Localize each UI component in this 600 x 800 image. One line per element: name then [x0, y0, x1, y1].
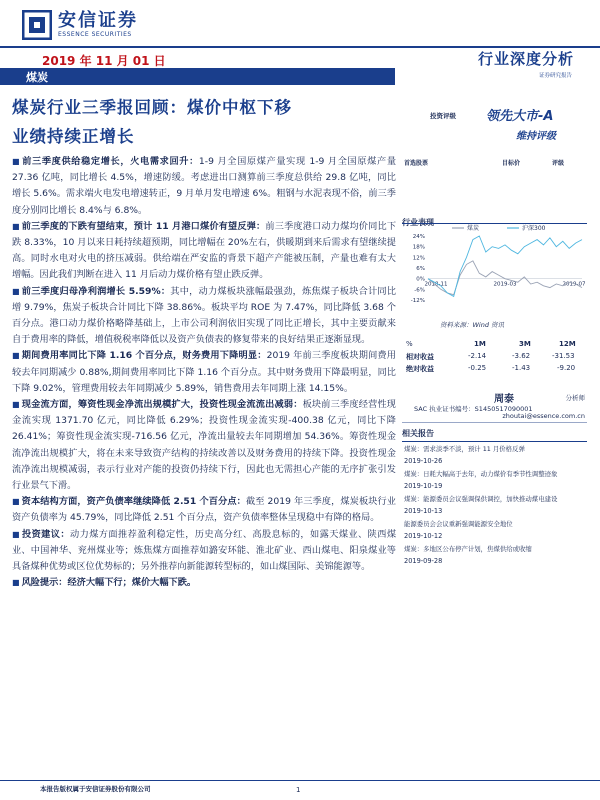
paragraph-text: 1-9 月全国原煤产量实现 1-9 月全国原煤产量 27.36 亿吨，同比增长 4.5%，增速防缓。考虑进出口测算前三季度总供给 29.8 亿吨，同比增长 5.6%。需求端火电发电增速转正，9 月单月发电增速 6%。粗钢与水泥表现不俗，前三季度分别同比增长 8.4%与 6.8%。	[12, 156, 397, 216]
related-report-item[interactable]	[402, 493, 587, 517]
analyst-cert: SAC 执业证书编号：S1450517090001	[414, 405, 533, 413]
related-report-title: 煤炭：能源委员会议强调保供调控，加快推动煤电建设	[404, 495, 558, 503]
paragraph-text: 前三季度港口动力煤均价同比下跌 8.33%，10 月以来日耗持续超预期，同比增幅在 20%左右，供暖期到来后需求有望继续提高。同时水电对火电的挤压减弱。供给端在严安监的背景下超产产能被压制，产量也难有太大增幅。因此我们判断在进入 11 月后动力煤价格有望止跌反弹。	[12, 220, 397, 281]
series-line-coal	[428, 261, 582, 295]
related-reports	[402, 428, 587, 567]
body-paragraph	[12, 494, 396, 526]
stock-col-rating: 评级	[552, 160, 565, 167]
perf-cell: -3.62	[512, 352, 531, 360]
rating-hold: 维持评级	[516, 131, 556, 142]
x-tick-label: 2019-03	[493, 281, 517, 288]
y-tick-label: -12%	[410, 298, 425, 304]
perf-cell: -9.20	[557, 364, 576, 372]
paragraph-heading: 前三季度的下跌有望结束，预计 11 月港口煤价有望反弹：	[21, 220, 266, 232]
body-paragraph	[12, 575, 396, 591]
paragraph-heading: 现金流方面，筹资性现金净流出规模扩大，投资性现金流流出减弱：	[21, 399, 303, 411]
related-report-title: 煤炭：需求淡季不淡，预计 11 月价格反弹	[404, 445, 525, 453]
industry-label: 煤炭	[26, 71, 48, 84]
related-report-title: 煤炭：多地区公布停产计划，焦煤供给或收缩	[404, 545, 532, 553]
analyst-name: 周泰	[494, 394, 514, 405]
bullet-icon: ■	[12, 286, 20, 296]
perf-header-cell: %	[406, 340, 413, 348]
perf-table-row	[402, 364, 587, 376]
paragraph-text: 板块前三季度经营性现金流实现 1371.70 亿元，同比降低 6.29%；投资性现金流实现-400.38 亿元，同比下降 26.41%；筹资性现金流实现-716.56 亿元，净流出量较去年同期增加 54.36%。筹资性现金流净流出规模扩大，将在未来导致资产结构的持续改善以及财务费用的持续下降。投资性现金流净流出规模减弱，表示行业对产能的投资仍持续下行，因此也无需担心产能的无序扩张引发行业景气下滑。	[12, 399, 396, 492]
perf-cell: -2.14	[468, 352, 487, 360]
body-paragraph	[12, 527, 396, 576]
body-paragraph	[12, 284, 396, 349]
bullet-icon: ■	[12, 157, 21, 166]
perf-row-label: 相对收益	[406, 353, 434, 361]
report-subtype: 证券研究报告	[538, 73, 572, 79]
paragraph-text: 动力煤方面推荐盈利稳定性，历史高分红、高股息标的，如露天煤业、陕西煤业、中国神华、兖州煤业等；炼焦煤方面推荐如潞安环能、淮北矿业、西山煤电、阳泉煤业等具备煤种优势或区位优势标的；另外推荐向新能源转型标的，如山煤国际、美锦能源等。	[12, 528, 397, 573]
y-tick-label: 0%	[416, 276, 425, 283]
related-report-date: 2019-10-13	[404, 507, 443, 515]
report-body	[12, 154, 396, 591]
perf-header-cell: 12M	[559, 340, 576, 348]
body-paragraph	[12, 154, 396, 219]
paragraph-heading: 期间费用率同比下降 1.16 个百分点，财务费用下降明显：	[21, 350, 267, 362]
analyst-email[interactable]: zhoutai@essence.com.cn	[502, 412, 585, 420]
industry-chart	[402, 222, 587, 312]
x-tick-label: 2018-11	[424, 281, 448, 288]
perf-table-row	[402, 352, 587, 364]
related-report-date: 2019-10-12	[404, 532, 443, 540]
paragraph-text: 经济大幅下行；煤价大幅下跌。	[67, 577, 197, 589]
analyst-role: 分析师	[565, 394, 585, 402]
related-report-item[interactable]	[402, 443, 587, 467]
title-line-1: 煤炭行业三季报回顾：煤价中枢下移	[12, 98, 292, 117]
chart-source: 资料来源：Wind 资讯	[440, 321, 505, 329]
y-tick-label: 18%	[412, 244, 425, 251]
brand-name-en: ESSENCE SECURITIES	[58, 31, 132, 38]
related-report-item[interactable]	[402, 518, 587, 542]
bullet-icon: ■	[12, 221, 20, 231]
y-tick-label: 12%	[412, 255, 425, 262]
y-tick-label: 24%	[412, 234, 425, 240]
bullet-icon: ■	[12, 578, 20, 588]
industry-bar	[0, 68, 395, 85]
paragraph-heading: 风险提示：	[21, 577, 68, 589]
footer-divider	[0, 780, 600, 781]
related-report-title: 能源委员会会议重新强调能源安全地位	[404, 520, 513, 528]
bullet-icon: ■	[12, 351, 20, 361]
perf-header-cell: 1M	[474, 340, 486, 348]
x-tick-label: 2019-07	[562, 281, 586, 288]
footer-text: 本报告版权属于安信证券股份有限公司	[40, 785, 151, 793]
paragraph-heading: 前三季度归母净利润增长 5.59%：	[21, 285, 171, 297]
perf-table	[402, 340, 587, 376]
stock-col-name: 首选股票	[404, 160, 429, 167]
rating-label: 投资评级	[430, 112, 456, 120]
stock-col-target: 目标价	[502, 160, 521, 167]
body-paragraph	[12, 348, 396, 397]
paragraph-text: 其中，动力煤板块涨幅最强劲，炼焦煤子板块合计同比增 9.79%，焦炭子板块合计同比下降 38.86%。板块平均 ROE 为 7.47%，同比降低 3.68 个百分点。港口动力煤价格略降基础上，上市公司利润依旧实现了同比正增长，其中主要贡献来自于费用率的降低，增值税税率降低以及资产负债表的修复带来的良好结果正逐渐显现。	[12, 285, 397, 346]
related-report-item[interactable]	[402, 543, 587, 567]
bullet-icon: ■	[12, 497, 20, 507]
paragraph-heading: 资本结构方面，资产负债率继续降低 2.51 个百分点：	[21, 496, 246, 508]
page-number: 1	[296, 786, 301, 794]
perf-header-cell: 3M	[519, 340, 531, 348]
paragraph-text: 2019 年前三季度板块期间费用较去年同期减少 0.88%,期间费用率同比下降 1.16 个百分点。其中财务费用下降最明显，同比下降 9.02%，管理费用较去年同期减少 5.89%，销售费用去年同期上涨 14.15%。	[12, 350, 396, 394]
related-heading: 相关报告	[402, 428, 587, 442]
industry-chart-svg	[402, 222, 587, 312]
paragraph-text: 截至 2019 年三季度，煤炭板块行业资产负债率为 45.79%，同比降低 2.51 个百分点，资产负债率整体呈现稳中有降的格局。	[12, 496, 396, 524]
body-paragraph	[12, 397, 396, 494]
perf-cell: -31.53	[552, 352, 575, 360]
brand-name-cn: 安信证券	[58, 10, 138, 31]
paragraph-heading: 投资建议：	[21, 528, 70, 540]
report-date: 2019 年 11 月 01 日	[42, 54, 166, 68]
rating-value: 领先大市-A	[486, 109, 554, 124]
perf-row-label: 绝对收益	[406, 365, 434, 373]
logo-mark-icon	[22, 10, 52, 40]
analyst-divider	[402, 422, 587, 423]
legend-label: 沪深300	[522, 225, 546, 232]
perf-cell: -0.25	[468, 364, 487, 372]
perf-cell: -1.43	[512, 364, 531, 372]
body-paragraph	[12, 219, 396, 284]
title-line-2: 业绩持续正增长	[12, 127, 135, 146]
report-title	[12, 93, 402, 151]
bullet-icon: ■	[12, 529, 20, 539]
related-report-date: 2019-10-19	[404, 482, 443, 490]
stock-table-header	[402, 158, 582, 168]
related-report-date: 2019-09-28	[404, 557, 443, 565]
report-type: 行业深度分析	[477, 50, 574, 68]
legend-label: 煤炭	[467, 225, 480, 232]
related-report-item[interactable]	[402, 468, 587, 492]
bullet-icon: ■	[12, 400, 20, 410]
brand-logo	[22, 10, 138, 40]
y-tick-label: -6%	[414, 287, 425, 294]
y-tick-label: 6%	[416, 266, 425, 272]
perf-table-header	[402, 340, 587, 352]
related-report-title: 煤炭：日耗大幅高于去年，动力煤价有季节性调整迹象	[404, 470, 558, 478]
paragraph-heading: 前三季度供给稳定增长，火电需求回升：	[22, 156, 199, 167]
related-report-date: 2019-10-26	[404, 457, 443, 465]
